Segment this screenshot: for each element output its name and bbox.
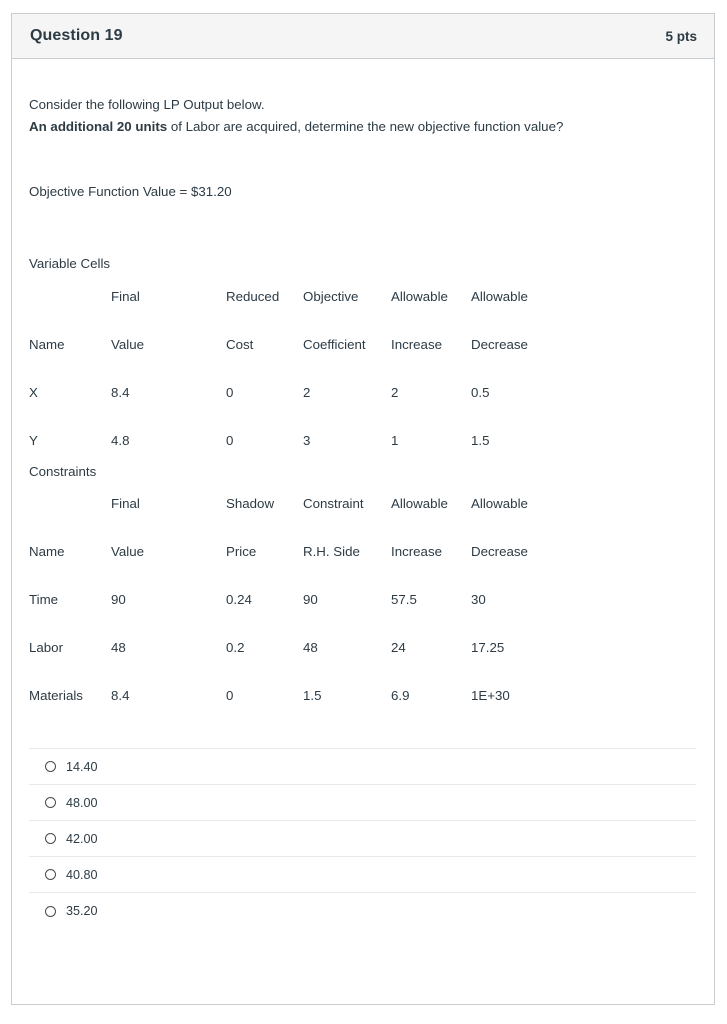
cn-r2-c2: 0 <box>226 687 234 703</box>
vc-h2-name: Name <box>29 336 65 352</box>
cn-h2-value: Value <box>111 543 145 559</box>
cn-r1-c4: 24 <box>391 639 406 655</box>
cn-r2-c4: 6.9 <box>391 687 410 703</box>
vc-h1-allowable-dec: Allowable <box>471 288 528 304</box>
question-header <box>12 14 714 59</box>
vc-r1-c2: 0 <box>226 432 234 448</box>
vc-r0-c1: 8.4 <box>111 384 130 400</box>
vc-r0-c5: 0.5 <box>471 384 490 400</box>
table-header-row-1 <box>29 479 589 527</box>
answer-option-label: 14.40 <box>66 759 98 774</box>
variable-cells-section <box>29 199 696 464</box>
question-title: Question 19 <box>30 27 123 44</box>
objective-function-value: Objective Function Value = $31.20 <box>29 184 232 200</box>
vc-h1-reduced: Reduced <box>226 288 280 304</box>
variable-cells-title: Variable Cells <box>29 256 111 272</box>
radio-button-icon[interactable] <box>45 797 56 808</box>
cn-r2-c0: Materials <box>29 687 83 703</box>
cn-h1-allowable-dec: Allowable <box>471 495 528 511</box>
table-row <box>29 671 589 719</box>
cn-h1-name <box>29 479 111 527</box>
table-row <box>29 368 589 416</box>
vc-r1-c4: 1 <box>391 432 399 448</box>
cn-r2-c1: 8.4 <box>111 687 130 703</box>
cn-r0-c4: 57.5 <box>391 591 417 607</box>
table-row <box>29 575 589 623</box>
vc-r0-c2: 0 <box>226 384 234 400</box>
constraints-table <box>29 479 589 719</box>
cn-r1-c3: 48 <box>303 639 318 655</box>
prompt-line-2-bold: An additional 20 units <box>29 118 168 134</box>
answer-option-2[interactable] <box>29 821 696 857</box>
prompt-line-2-rest: of Labor are acquired, determine the new objective function value? <box>167 118 564 134</box>
cn-r2-c3: 1.5 <box>303 687 322 703</box>
vc-h1-name <box>29 272 111 320</box>
cn-h1-final: Final <box>111 495 140 511</box>
answer-option-3[interactable] <box>29 857 696 893</box>
table-header-row-2 <box>29 320 589 368</box>
question-prompt <box>29 59 696 137</box>
radio-button-icon[interactable] <box>45 869 56 880</box>
cn-r0-c0: Time <box>29 591 59 607</box>
vc-h1-allowable-inc: Allowable <box>391 288 448 304</box>
cn-h2-decrease: Decrease <box>471 543 528 559</box>
vc-r1-c1: 4.8 <box>111 432 130 448</box>
answer-option-label: 35.20 <box>66 904 98 919</box>
question-points-badge: 5 pts <box>665 28 697 44</box>
vc-r0-c0: X <box>29 384 38 400</box>
answer-options-list <box>29 748 696 929</box>
cn-h2-increase: Increase <box>391 543 442 559</box>
vc-h1-final: Final <box>111 288 140 304</box>
cn-r0-c2: 0.24 <box>226 591 252 607</box>
answer-option-1[interactable] <box>29 785 696 821</box>
vc-h1-objective: Objective <box>303 288 359 304</box>
radio-button-icon[interactable] <box>45 833 56 844</box>
variable-cells-table <box>29 272 589 464</box>
vc-h2-decrease: Decrease <box>471 336 528 352</box>
cn-r1-c5: 17.25 <box>471 639 505 655</box>
vc-h2-value: Value <box>111 336 145 352</box>
prompt-line-2 <box>29 116 696 138</box>
vc-h2-coefficient: Coefficient <box>303 336 366 352</box>
radio-button-icon[interactable] <box>45 761 56 772</box>
table-row <box>29 416 589 464</box>
answer-option-0[interactable] <box>29 749 696 785</box>
table-header-row-1 <box>29 272 589 320</box>
cn-h2-rhs: R.H. Side <box>303 543 360 559</box>
vc-h2-increase: Increase <box>391 336 442 352</box>
cn-r1-c2: 0.2 <box>226 639 245 655</box>
cn-r2-c5: 1E+30 <box>471 687 510 703</box>
cn-h1-allowable-inc: Allowable <box>391 495 448 511</box>
vc-r1-c0: Y <box>29 432 38 448</box>
cn-h1-constraint: Constraint <box>303 495 364 511</box>
constraints-section <box>29 464 696 719</box>
question-card <box>11 13 715 1005</box>
cn-r1-c1: 48 <box>111 639 126 655</box>
vc-r0-c4: 2 <box>391 384 399 400</box>
radio-button-icon[interactable] <box>45 906 56 917</box>
answer-option-label: 40.80 <box>66 867 98 882</box>
vc-r1-c5: 1.5 <box>471 432 490 448</box>
cn-r0-c5: 30 <box>471 591 486 607</box>
answer-option-label: 48.00 <box>66 795 98 810</box>
cn-h2-name: Name <box>29 543 65 559</box>
vc-r0-c3: 2 <box>303 384 311 400</box>
vc-h2-cost: Cost <box>226 336 254 352</box>
cn-r0-c1: 90 <box>111 591 126 607</box>
cn-r1-c0: Labor <box>29 639 64 655</box>
cn-h2-price: Price <box>226 543 257 559</box>
prompt-line-1: Consider the following LP Output below. <box>29 97 265 112</box>
answer-option-label: 42.00 <box>66 831 98 846</box>
table-row <box>29 623 589 671</box>
table-header-row-2 <box>29 527 589 575</box>
cn-r0-c3: 90 <box>303 591 318 607</box>
constraints-title: Constraints <box>29 464 97 480</box>
question-body <box>12 59 714 929</box>
answer-option-4[interactable] <box>29 893 696 929</box>
vc-r1-c3: 3 <box>303 432 311 448</box>
cn-h1-shadow: Shadow <box>226 495 275 511</box>
